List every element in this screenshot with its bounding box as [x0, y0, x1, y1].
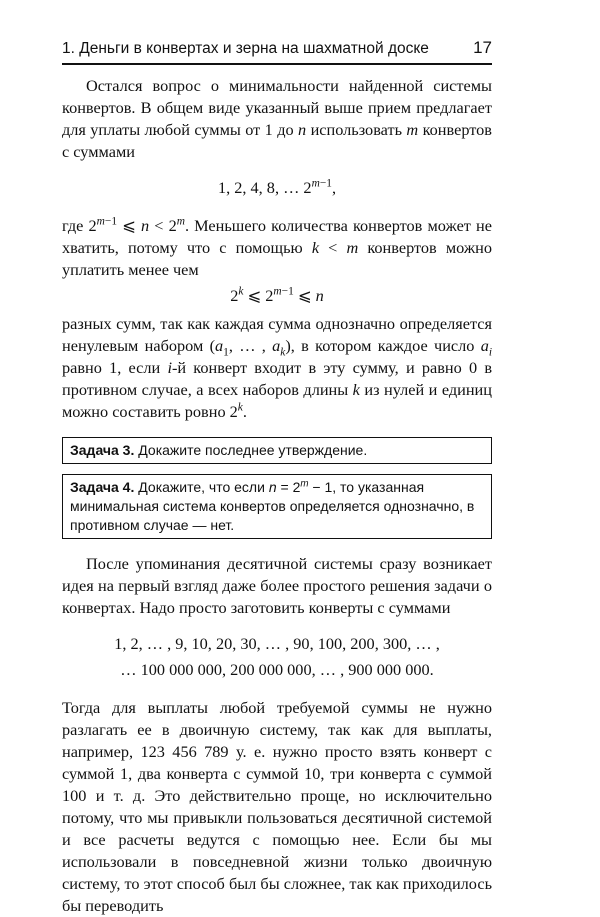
formula-powers-of-two: 1, 2, 4, 8, … $2^{m-1}$, [217, 177, 337, 197]
formula-inequality: 2$^k$ ⩽ $2^{m-1}$ ⩽ n [230, 285, 324, 305]
decimal-sequence [62, 631, 492, 683]
header-rule [62, 63, 492, 65]
task-4-label: Задача 4. [70, 479, 135, 495]
task-3-text: Докажите последнее утверждение. [138, 442, 368, 458]
chapter-title: 1. Деньги в конвертах и зерна на шахматной доске [62, 40, 429, 57]
task-4-box [62, 474, 492, 539]
sequence-line-2: … 100 000 000, 200 000 000, … , 900 000 000. [120, 660, 434, 679]
task-4-text: Докажите, что если $n = 2^m - 1$, то указанная минимальная система конвертов определяется однозначно, в противном случае — нет. [70, 478, 475, 533]
task-3-label: Задача 3. [70, 442, 135, 458]
running-header [62, 38, 492, 62]
page-body [62, 75, 492, 917]
paragraph-1: Остался вопрос о минимальности найденной системы конвертов. В общем виде указанный выше прием предлагает для уплаты любой суммы от 1 до n использовать m конвертов с суммами [62, 76, 492, 161]
page-number: 17 [473, 38, 492, 57]
sequence-line-1: 1, 2, … , 9, 10, 20, 30, … , 90, 100, 200, 300, … , [114, 634, 440, 653]
paragraph-5: Тогда для выплаты любой требуемой суммы не нужно разлагать ее в двоичную систему, так как для выплаты, например, 123 456 789 у. е. нужно просто взять конверт с суммой 1, два конверта с суммой 10, три конверта с суммой 100 и т. д. Это действительно проще, но исключительно потому, что мы привыкли пользоваться десятичной системой и все расчеты ведутся с помощью нее. Если бы мы использовали в повседневной жизни только двоичную систему, то этот способ был бы сложнее, так как приходилось бы переводить [62, 698, 492, 915]
paragraph-4: После упоминания десятичной системы сразу возникает идея на первый взгляд даже более простого решения задачи о конвертах. Надо просто заготовить конверты с суммами [62, 554, 492, 617]
task-3-box [62, 437, 492, 464]
paragraph-3: разных сумм, так как каждая сумма однозначно определяется ненулевым набором ($a_1$, … , $a_k$), в котором каждое число $a_i$ равно 1, если i-й конверт входит в эту сумму, и равно 0 в противном случае, а всех наборов длины k из нулей и единиц можно составить ровно 2$^k$. [62, 314, 493, 421]
paragraph-2: где $2^{m-1}$ ⩽ $n < 2^m$. Меньшего количества конвертов может не хватить, потому что с помощью k < m конвертов можно уплатить менее чем [62, 215, 492, 279]
